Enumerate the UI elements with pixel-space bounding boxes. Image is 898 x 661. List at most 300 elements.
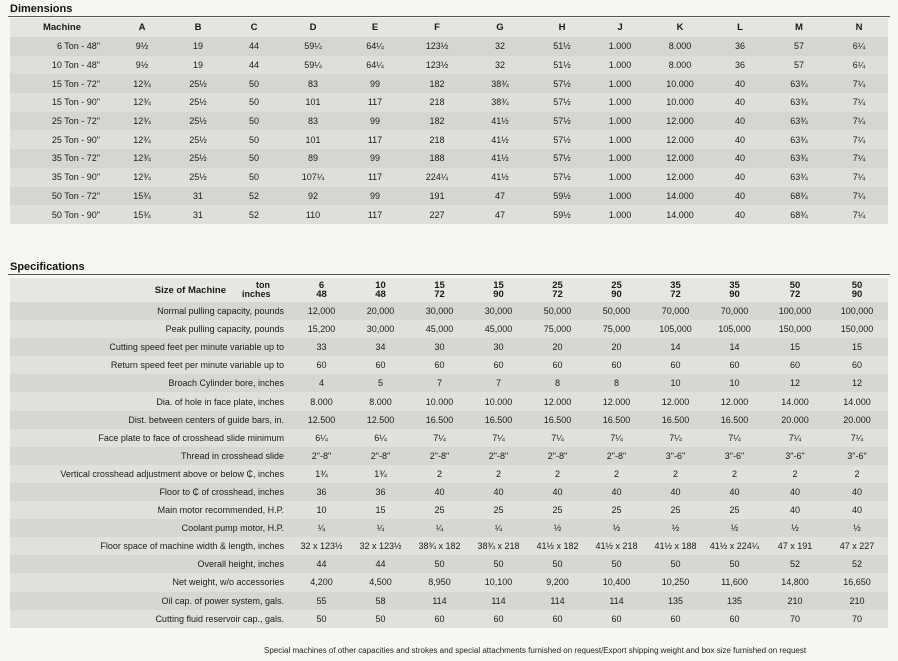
spec-value-cell: 10: [646, 374, 705, 392]
spec-value-cell: 105,000: [705, 320, 764, 338]
table-row: [10, 302, 888, 320]
dimension-cell: 12.000: [648, 149, 712, 168]
spec-value-cell: 60: [292, 356, 351, 374]
spec-value-cell: 40: [826, 483, 888, 501]
dimension-cell: 50: [226, 149, 282, 168]
dimension-cell: 38¾: [468, 74, 532, 93]
dimension-cell: 57½: [532, 93, 592, 112]
spec-value-cell: 58: [351, 592, 410, 610]
spec-value-cell: 7¼: [410, 429, 469, 447]
dim-header-k: K: [648, 18, 712, 37]
table-row: [10, 93, 888, 112]
spec-value-cell: 16,650: [826, 573, 888, 591]
spec-value-cell: 210: [764, 592, 826, 610]
dimension-cell: 12.000: [648, 168, 712, 187]
spec-value-cell: 15: [764, 338, 826, 356]
specifications-title: Specifications: [10, 261, 85, 273]
dimension-cell: 31: [170, 205, 226, 224]
spec-value-cell: 30,000: [469, 302, 528, 320]
dimension-cell: 99: [344, 112, 406, 131]
spec-value-cell: 16.500: [410, 411, 469, 429]
spec-value-cell: 7¼: [646, 429, 705, 447]
dimension-cell: 12¾: [114, 168, 170, 187]
spec-value-cell: 16.500: [587, 411, 646, 429]
dimension-cell: 227: [406, 205, 468, 224]
spec-value-cell: 60: [351, 356, 410, 374]
size-header: [528, 278, 587, 302]
spec-value-cell: 8,950: [410, 573, 469, 591]
dimension-cell: 89: [282, 149, 344, 168]
spec-value-cell: 3"-6": [826, 447, 888, 465]
dimension-cell: 40: [712, 112, 768, 131]
machine-cell: 50 Ton - 90": [10, 205, 114, 224]
dimension-cell: 59½: [532, 205, 592, 224]
spec-label: Floor space of machine width & length, inches: [10, 537, 292, 555]
spec-value-cell: 10: [705, 374, 764, 392]
spec-value-cell: 4,500: [351, 573, 410, 591]
dimension-cell: 12.000: [648, 112, 712, 131]
size-ton: 6: [318, 280, 325, 291]
machine-cell: 50 Ton - 72": [10, 187, 114, 206]
size-header: [764, 278, 826, 302]
dimension-cell: 19: [170, 56, 226, 75]
spec-value-cell: 14.000: [764, 392, 826, 410]
spec-value-cell: 60: [705, 356, 764, 374]
dimension-cell: 9½: [114, 37, 170, 56]
spec-value-cell: 14: [705, 338, 764, 356]
size-inches: 90: [729, 289, 740, 300]
unit-inches: inches: [242, 289, 271, 299]
spec-value-cell: 100,000: [764, 302, 826, 320]
spec-value-cell: 20: [528, 338, 587, 356]
dimensions-rule: [8, 16, 890, 17]
spec-value-cell: 7¼: [528, 429, 587, 447]
spec-value-cell: 41½ x 182: [528, 537, 587, 555]
size-header: [410, 278, 469, 302]
spec-value-cell: 25: [705, 501, 764, 519]
dimension-cell: 41½: [468, 168, 532, 187]
spec-value-cell: 50: [469, 555, 528, 573]
dimension-cell: 14.000: [648, 205, 712, 224]
spec-value-cell: 16.500: [469, 411, 528, 429]
spec-value-cell: 60: [764, 356, 826, 374]
spec-value-cell: 40: [764, 483, 826, 501]
dimension-cell: 57½: [532, 74, 592, 93]
size-inches: 90: [611, 289, 622, 300]
spec-value-cell: 10.000: [469, 392, 528, 410]
dimension-cell: 7¼: [830, 205, 888, 224]
size-header: [292, 278, 351, 302]
dimension-cell: 41½: [468, 149, 532, 168]
dimension-cell: 1.000: [592, 187, 648, 206]
dimension-cell: 41½: [468, 112, 532, 131]
dimension-cell: 1.000: [592, 74, 648, 93]
spec-value-cell: 2"-8": [351, 447, 410, 465]
spec-value-cell: 25: [469, 501, 528, 519]
spec-value-cell: 1¾: [292, 465, 351, 483]
dimension-cell: 123½: [406, 37, 468, 56]
size-header: [351, 278, 410, 302]
spec-value-cell: 7¼: [587, 429, 646, 447]
machine-cell: 15 Ton - 72": [10, 74, 114, 93]
dimension-cell: 50: [226, 74, 282, 93]
spec-value-cell: 50: [292, 610, 351, 628]
table-row: [10, 519, 888, 537]
spec-value-cell: 40: [826, 501, 888, 519]
spec-value-cell: 41½ x 224¼: [705, 537, 764, 555]
spec-value-cell: 60: [646, 610, 705, 628]
spec-value-cell: 50,000: [528, 302, 587, 320]
spec-value-cell: 10.000: [410, 392, 469, 410]
spec-value-cell: 60: [469, 610, 528, 628]
dimension-cell: 40: [712, 168, 768, 187]
dimension-cell: 188: [406, 149, 468, 168]
dimension-cell: 63¾: [768, 168, 830, 187]
spec-value-cell: ¼: [351, 519, 410, 537]
dimension-cell: 57½: [532, 168, 592, 187]
dimension-cell: 63¾: [768, 74, 830, 93]
spec-value-cell: 6¼: [292, 429, 351, 447]
dimension-cell: 182: [406, 112, 468, 131]
spec-value-cell: 45,000: [410, 320, 469, 338]
table-row: [10, 356, 888, 374]
size-ton: 15: [493, 280, 504, 291]
dimension-cell: 25½: [170, 93, 226, 112]
table-row: [10, 130, 888, 149]
spec-value-cell: 40: [705, 483, 764, 501]
dimension-cell: 40: [712, 205, 768, 224]
unit-ton: ton: [256, 280, 270, 290]
spec-value-cell: 7¼: [826, 429, 888, 447]
spec-value-cell: 2"-8": [469, 447, 528, 465]
spec-value-cell: 135: [705, 592, 764, 610]
spec-value-cell: 70,000: [705, 302, 764, 320]
dimension-cell: 32: [468, 56, 532, 75]
spec-value-cell: 10: [292, 501, 351, 519]
spec-value-cell: 38¾ x 182: [410, 537, 469, 555]
dimension-cell: 25½: [170, 74, 226, 93]
table-row: [10, 168, 888, 187]
spec-value-cell: 40: [528, 483, 587, 501]
spec-label: Face plate to face of crosshead slide minimum: [10, 429, 292, 447]
spec-value-cell: 2: [826, 465, 888, 483]
dimension-cell: 191: [406, 187, 468, 206]
table-row: [10, 320, 888, 338]
spec-value-cell: 50: [587, 555, 646, 573]
spec-value-cell: 15,200: [292, 320, 351, 338]
machine-cell: 25 Ton - 90": [10, 130, 114, 149]
spec-value-cell: 60: [469, 356, 528, 374]
spec-value-cell: 2: [410, 465, 469, 483]
spec-value-cell: 12.000: [646, 392, 705, 410]
spec-value-cell: 14.000: [826, 392, 888, 410]
dimension-cell: 7¼: [830, 168, 888, 187]
dimension-cell: 57½: [532, 112, 592, 131]
dimension-cell: 1.000: [592, 93, 648, 112]
dimension-cell: 15¾: [114, 205, 170, 224]
table-row: [10, 573, 888, 591]
spec-value-cell: 40: [764, 501, 826, 519]
spec-value-cell: 7¼: [764, 429, 826, 447]
size-ton: 35: [729, 280, 740, 291]
spec-value-cell: 12.000: [705, 392, 764, 410]
spec-value-cell: 30,000: [410, 302, 469, 320]
dimension-cell: 110: [282, 205, 344, 224]
dimension-cell: 40: [712, 187, 768, 206]
table-row: [10, 592, 888, 610]
spec-value-cell: ½: [646, 519, 705, 537]
spec-value-cell: 114: [469, 592, 528, 610]
spec-value-cell: 2"-8": [587, 447, 646, 465]
size-inches: 72: [670, 289, 681, 300]
dimension-cell: 38¾: [468, 93, 532, 112]
dimension-cell: 117: [344, 168, 406, 187]
spec-value-cell: 20.000: [764, 411, 826, 429]
spec-label: Broach Cylinder bore, inches: [10, 374, 292, 392]
size-inches: 90: [493, 289, 504, 300]
table-row: [10, 205, 888, 224]
specifications-rule: [8, 274, 890, 275]
spec-value-cell: 60: [528, 610, 587, 628]
spec-value-cell: 60: [826, 356, 888, 374]
spec-label: Vertical crosshead adjustment above or below ₵, inches: [10, 465, 292, 483]
dimension-cell: 8.000: [648, 37, 712, 56]
spec-value-cell: ½: [528, 519, 587, 537]
dimension-cell: 1.000: [592, 56, 648, 75]
dimension-cell: 218: [406, 93, 468, 112]
dim-header-d: D: [282, 18, 344, 37]
spec-value-cell: 135: [646, 592, 705, 610]
dimension-cell: 99: [344, 187, 406, 206]
dim-header-f: F: [406, 18, 468, 37]
size-header: [469, 278, 528, 302]
spec-value-cell: 44: [292, 555, 351, 573]
spec-value-cell: 2: [764, 465, 826, 483]
spec-value-cell: ¼: [469, 519, 528, 537]
table-row: [10, 374, 888, 392]
size-of-machine-label: Size of Machine: [10, 278, 242, 302]
specifications-table: [10, 278, 888, 628]
size-inches: 72: [552, 289, 563, 300]
dimension-cell: 224¼: [406, 168, 468, 187]
dimension-cell: 117: [344, 93, 406, 112]
spec-label: Return speed feet per minute variable up to: [10, 356, 292, 374]
table-row: [10, 149, 888, 168]
dimension-cell: 40: [712, 74, 768, 93]
spec-value-cell: 70,000: [646, 302, 705, 320]
spec-value-cell: 55: [292, 592, 351, 610]
spec-value-cell: 50: [351, 610, 410, 628]
spec-value-cell: 12: [764, 374, 826, 392]
dimension-cell: 117: [344, 205, 406, 224]
dim-header-h: H: [532, 18, 592, 37]
dimension-cell: 14.000: [648, 187, 712, 206]
spec-value-cell: 6¼: [351, 429, 410, 447]
footnote: Special machines of other capacities and strokes and special attachments furnished on request/Export shipping weight and box size furnished on request: [264, 646, 807, 655]
dimension-cell: 6¼: [830, 37, 888, 56]
dimension-cell: 12¾: [114, 149, 170, 168]
spec-label: Coolant pump motor, H.P.: [10, 519, 292, 537]
table-row: [10, 37, 888, 56]
table-row: [10, 112, 888, 131]
dimension-cell: 63¾: [768, 93, 830, 112]
spec-value-cell: 2"-8": [292, 447, 351, 465]
table-row: [10, 537, 888, 555]
spec-label: Peak pulling capacity, pounds: [10, 320, 292, 338]
spec-value-cell: 12.500: [351, 411, 410, 429]
dim-header-machine: Machine: [10, 18, 114, 37]
spec-value-cell: 8.000: [292, 392, 351, 410]
spec-value-cell: ½: [764, 519, 826, 537]
spec-value-cell: 36: [351, 483, 410, 501]
spec-value-cell: 2: [587, 465, 646, 483]
spec-value-cell: 50: [528, 555, 587, 573]
dimension-cell: 41½: [468, 130, 532, 149]
dimension-cell: 12.000: [648, 130, 712, 149]
dimension-cell: 83: [282, 74, 344, 93]
dimension-cell: 25½: [170, 168, 226, 187]
machine-cell: 35 Ton - 72": [10, 149, 114, 168]
machine-cell: 6 Ton - 48": [10, 37, 114, 56]
dimension-cell: 12¾: [114, 93, 170, 112]
table-row: [10, 555, 888, 573]
table-row: [10, 610, 888, 628]
spec-label: Dia. of hole in face plate, inches: [10, 392, 292, 410]
spec-value-cell: 30: [469, 338, 528, 356]
spec-value-cell: 15: [826, 338, 888, 356]
spec-value-cell: 1¾: [351, 465, 410, 483]
dimension-cell: 7¼: [830, 149, 888, 168]
spec-value-cell: 8: [528, 374, 587, 392]
dimension-cell: 10.000: [648, 93, 712, 112]
dimension-cell: 59¼: [282, 37, 344, 56]
size-ton: 25: [611, 280, 622, 291]
machine-cell: 15 Ton - 90": [10, 93, 114, 112]
dimension-cell: 36: [712, 56, 768, 75]
spec-value-cell: 12: [826, 374, 888, 392]
dimension-cell: 57: [768, 56, 830, 75]
spec-value-cell: 2: [705, 465, 764, 483]
dimension-cell: 101: [282, 130, 344, 149]
spec-label: Main motor recommended, H.P.: [10, 501, 292, 519]
spec-value-cell: 32 x 123½: [292, 537, 351, 555]
dimension-cell: 99: [344, 74, 406, 93]
spec-value-cell: 50,000: [587, 302, 646, 320]
dimension-cell: 51½: [532, 37, 592, 56]
spec-value-cell: 114: [528, 592, 587, 610]
dimension-cell: 7¼: [830, 130, 888, 149]
dimension-cell: 59¼: [282, 56, 344, 75]
dimension-cell: 7¼: [830, 112, 888, 131]
spec-value-cell: 40: [646, 483, 705, 501]
dimension-cell: 44: [226, 37, 282, 56]
spec-value-cell: 38¾ x 218: [469, 537, 528, 555]
spec-value-cell: 60: [705, 610, 764, 628]
spec-value-cell: 12.000: [587, 392, 646, 410]
dimension-cell: 12¾: [114, 74, 170, 93]
spec-value-cell: 50: [705, 555, 764, 573]
dimension-cell: 36: [712, 37, 768, 56]
spec-value-cell: 4,200: [292, 573, 351, 591]
dimension-cell: 59½: [532, 187, 592, 206]
dimension-cell: 182: [406, 74, 468, 93]
spec-value-cell: 114: [587, 592, 646, 610]
spec-value-cell: 25: [528, 501, 587, 519]
spec-value-cell: 7: [469, 374, 528, 392]
size-ton: 35: [670, 280, 681, 291]
spec-value-cell: 60: [646, 356, 705, 374]
table-row: [10, 411, 888, 429]
spec-value-cell: 41½ x 188: [646, 537, 705, 555]
spec-value-cell: 60: [587, 356, 646, 374]
spec-value-cell: 9,200: [528, 573, 587, 591]
spec-value-cell: ½: [587, 519, 646, 537]
dimension-cell: 50: [226, 112, 282, 131]
size-inches: 48: [316, 289, 327, 300]
dim-header-c: C: [226, 18, 282, 37]
dimension-cell: 57½: [532, 149, 592, 168]
dimension-cell: 50: [226, 130, 282, 149]
spec-label: Normal pulling capacity, pounds: [10, 302, 292, 320]
dimension-cell: 218: [406, 130, 468, 149]
size-units: [242, 278, 292, 302]
dimension-cell: 117: [344, 130, 406, 149]
spec-value-cell: 41½ x 218: [587, 537, 646, 555]
spec-value-cell: ½: [826, 519, 888, 537]
spec-value-cell: 30,000: [351, 320, 410, 338]
spec-value-cell: 30: [410, 338, 469, 356]
spec-value-cell: 60: [410, 610, 469, 628]
table-row: [10, 429, 888, 447]
spec-value-cell: 50: [646, 555, 705, 573]
spec-value-cell: 114: [410, 592, 469, 610]
spec-value-cell: 50: [410, 555, 469, 573]
dimension-cell: 64¼: [344, 37, 406, 56]
spec-value-cell: 105,000: [646, 320, 705, 338]
spec-label: Overall height, inches: [10, 555, 292, 573]
spec-value-cell: 3"-6": [764, 447, 826, 465]
table-row: [10, 447, 888, 465]
spec-label: Oil cap. of power system, gals.: [10, 592, 292, 610]
dimension-cell: 63¾: [768, 130, 830, 149]
size-header: [646, 278, 705, 302]
table-row: [10, 501, 888, 519]
spec-value-cell: 60: [410, 356, 469, 374]
spec-value-cell: 34: [351, 338, 410, 356]
spec-value-cell: 11,600: [705, 573, 764, 591]
spec-value-cell: 10,400: [587, 573, 646, 591]
table-row: [10, 338, 888, 356]
spec-value-cell: 100,000: [826, 302, 888, 320]
spec-value-cell: 47 x 191: [764, 537, 826, 555]
table-row: [10, 187, 888, 206]
spec-value-cell: 16.500: [528, 411, 587, 429]
dimension-cell: 50: [226, 168, 282, 187]
spec-value-cell: 2"-8": [410, 447, 469, 465]
dimension-cell: 63¾: [768, 149, 830, 168]
size-header: [705, 278, 764, 302]
dimension-cell: 123½: [406, 56, 468, 75]
spec-value-cell: 75,000: [528, 320, 587, 338]
dimensions-title: Dimensions: [10, 3, 73, 15]
dimension-cell: 57: [768, 37, 830, 56]
spec-label: Floor to ₵ of crosshead, inches: [10, 483, 292, 501]
dim-header-g: G: [468, 18, 532, 37]
spec-value-cell: 3"-6": [705, 447, 764, 465]
spec-value-cell: 10,250: [646, 573, 705, 591]
dimension-cell: 68¾: [768, 205, 830, 224]
dimension-cell: 1.000: [592, 37, 648, 56]
